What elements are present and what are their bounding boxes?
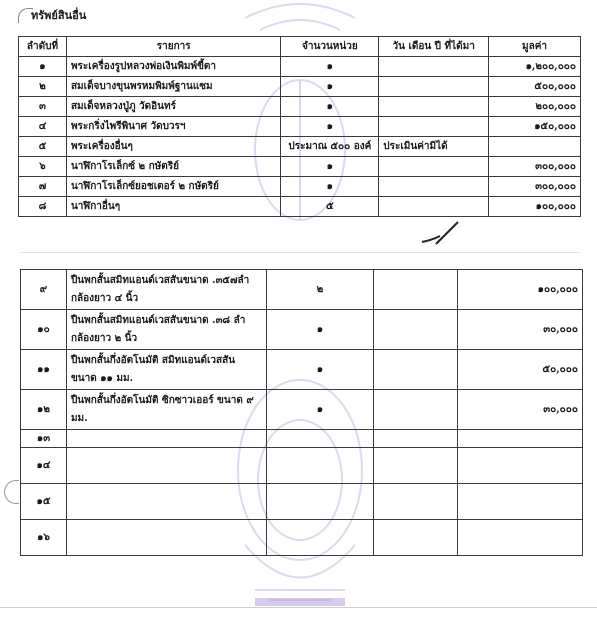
row-value: ๑๐๐,๐๐๐ [458, 270, 583, 310]
row-item: นาฬิกาโรเล็กซ์ยอชเตอร์ ๒ กษัตริย์ [66, 177, 280, 197]
row-value [458, 430, 583, 448]
row-item-line2: มม. [70, 412, 88, 424]
assets-table-top [18, 36, 581, 217]
row-no: ๕ [19, 137, 67, 157]
header-date: วัน เดือน ปี ที่ได้มา [379, 37, 489, 57]
table-row [19, 57, 581, 77]
row-item: พระเครื่องรูปหลวงพ่อเงินพิมพ์ขี้ตา [66, 57, 280, 77]
signature-mark-icon [418, 218, 468, 248]
row-date [374, 390, 458, 430]
row-value [458, 448, 583, 484]
row-no: ๒ [19, 77, 67, 97]
header-no: ลำดับที่ [19, 37, 67, 57]
row-item: สมเด็จบางขุนพรหมพิมพ์ฐานแซม [66, 77, 280, 97]
row-item: นาฬิกาโรเล็กซ์ ๒ กษัตริย์ [66, 157, 280, 177]
row-no: ๑๔ [21, 448, 67, 484]
row-qty: ๑ [281, 157, 379, 177]
row-no: ๑๐ [21, 310, 67, 350]
table-row [19, 77, 581, 97]
row-qty [266, 484, 374, 520]
row-value: ๑๐๐,๐๐๐ [489, 197, 581, 217]
row-date [374, 350, 458, 390]
row-item-line2: กล้องยาว ๔ นิ้ว [70, 292, 139, 304]
binder-hole-mark-lower [4, 480, 19, 504]
table-row [21, 520, 583, 556]
row-item: พระกริ่งไพรีพินาศ วัดบวรฯ [66, 117, 280, 137]
row-no: ๙ [21, 270, 67, 310]
row-no: ๔ [19, 117, 67, 137]
row-item [66, 430, 266, 448]
row-value: ๒๐๐,๐๐๐ [489, 97, 581, 117]
page-bottom-edge [0, 607, 597, 608]
row-no: ๑ [19, 57, 67, 77]
table-row [19, 197, 581, 217]
section-heading: ทรัพย์สินอื่น [31, 9, 87, 22]
row-date [379, 177, 489, 197]
row-qty: ๑ [266, 390, 374, 430]
row-no: ๑๑ [21, 350, 67, 390]
table-row [21, 390, 583, 430]
table-row [21, 310, 583, 350]
row-qty: ๑ [281, 97, 379, 117]
table-row [19, 117, 581, 137]
row-value [458, 520, 583, 556]
row-no: ๑๖ [21, 520, 67, 556]
row-qty [266, 520, 374, 556]
row-item-line1: ปืนพกสั้นสมิทแอนด์เวสสันขนาด .๓๘ ลำ [70, 314, 246, 326]
row-date [379, 57, 489, 77]
row-value: ๓๐๐,๐๐๐ [489, 157, 581, 177]
row-no: ๑๕ [21, 484, 67, 520]
row-date [374, 448, 458, 484]
row-item [66, 270, 266, 310]
row-qty: ๑ [281, 177, 379, 197]
row-qty: ๑ [266, 310, 374, 350]
row-value: ๓๐,๐๐๐ [458, 390, 583, 430]
table-row [21, 448, 583, 484]
row-qty: ๑ [281, 117, 379, 137]
row-value: ๑,๒๐๐,๐๐๐ [489, 57, 581, 77]
row-date [379, 117, 489, 137]
row-qty: ๑ [281, 57, 379, 77]
row-item [66, 350, 266, 390]
row-qty: ๒ [266, 270, 374, 310]
table-row [21, 430, 583, 448]
row-qty: ๑ [281, 77, 379, 97]
row-no: ๓ [19, 97, 67, 117]
row-date [374, 310, 458, 350]
row-item-line1: ปืนพกสั้นสมิทแอนด์เวสสันขนาด .๓๕๗ลำ [70, 274, 250, 286]
watermark-base [255, 598, 345, 606]
row-item [66, 390, 266, 430]
header-item: รายการ [66, 37, 280, 57]
table-header-row [19, 37, 581, 57]
row-value: ๕๐๐,๐๐๐ [489, 77, 581, 97]
row-no: ๗ [19, 177, 67, 197]
row-item: นาฬิกาอื่นๆ [66, 197, 280, 217]
row-item [66, 448, 266, 484]
row-item-line1: ปืนพกสั้นกึ่งอัตโนมัติ ซิกซาวเออร์ ขนาด ๙ [70, 394, 254, 406]
row-qty [266, 448, 374, 484]
table-row [21, 350, 583, 390]
row-item: พระเครื่องอื่นๆ [66, 137, 280, 157]
row-value: ๕๐,๐๐๐ [458, 350, 583, 390]
table-row [19, 177, 581, 197]
row-item [66, 310, 266, 350]
header-qty: จำนวนหน่วย [281, 37, 379, 57]
row-qty: ประมาณ ๕๐๐ องค์ [281, 137, 379, 157]
row-item-line2: กล้องยาว ๒ นิ้ว [70, 332, 138, 344]
table-row [19, 97, 581, 117]
row-item-line2: ขนาด ๑๑ มม. [70, 372, 134, 384]
row-date [374, 430, 458, 448]
table-row [21, 484, 583, 520]
table-row [19, 157, 581, 177]
assets-table-bottom [20, 269, 583, 556]
page-divider [20, 252, 580, 253]
row-date [379, 197, 489, 217]
row-no: ๑๒ [21, 390, 67, 430]
row-qty [266, 430, 374, 448]
row-date: ประเมินค่ามิได้ [379, 137, 489, 157]
header-value: มูลค่า [489, 37, 581, 57]
row-value: ๑๕๐,๐๐๐ [489, 117, 581, 137]
row-date [374, 484, 458, 520]
table-row [21, 270, 583, 310]
row-value: ๓๐๐,๐๐๐ [489, 177, 581, 197]
row-qty: ๑ [266, 350, 374, 390]
row-value: ๓๐,๐๐๐ [458, 310, 583, 350]
row-item: สมเด็จหลวงปู่ภู วัดอินทร์ [66, 97, 280, 117]
row-no: ๖ [19, 157, 67, 177]
row-value [458, 484, 583, 520]
row-date [374, 270, 458, 310]
row-date [379, 97, 489, 117]
row-no: ๘ [19, 197, 67, 217]
row-value [489, 137, 581, 157]
row-item [66, 520, 266, 556]
row-item-line1: ปืนพกสั้นกึ่งอัตโนมัติ สมิทแอนด์เวสสัน [70, 354, 236, 366]
row-qty: ๕ [281, 197, 379, 217]
row-date [379, 157, 489, 177]
row-date [374, 520, 458, 556]
row-no: ๑๓ [21, 430, 67, 448]
row-item [66, 484, 266, 520]
row-date [379, 77, 489, 97]
table-row [19, 137, 581, 157]
